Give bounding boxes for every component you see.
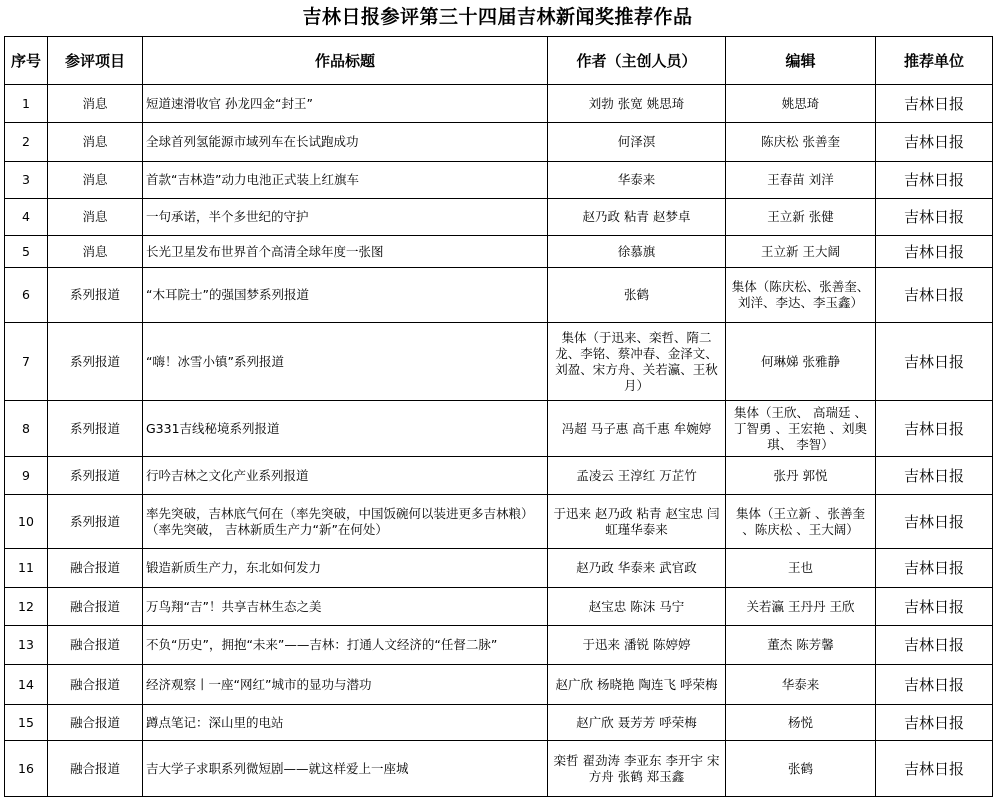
cell-author: 华泰来 (548, 162, 726, 199)
cell-title: 锻造新质生产力，东北如何发力 (143, 549, 548, 588)
header-work-title: 作品标题 (143, 37, 548, 85)
table-row (5, 236, 993, 268)
cell-author: 徐慕旗 (548, 236, 726, 268)
cell-unit: 吉林日报 (876, 588, 993, 626)
cell-unit: 吉林日报 (876, 123, 993, 162)
cell-editor: 陈庆松 张善奎 (726, 123, 876, 162)
cell-category: 系列报道 (48, 401, 143, 457)
cell-unit: 吉林日报 (876, 495, 993, 549)
table-row (5, 665, 993, 705)
cell-category: 系列报道 (48, 495, 143, 549)
cell-unit: 吉林日报 (876, 268, 993, 323)
cell-author: 赵乃政 粘青 赵梦卓 (548, 199, 726, 236)
cell-unit: 吉林日报 (876, 705, 993, 741)
cell-category: 系列报道 (48, 323, 143, 401)
cell-seq: 9 (5, 457, 48, 495)
cell-unit: 吉林日报 (876, 549, 993, 588)
cell-seq: 7 (5, 323, 48, 401)
table-row (5, 626, 993, 665)
cell-editor: 董杰 陈芳馨 (726, 626, 876, 665)
cell-unit: 吉林日报 (876, 323, 993, 401)
cell-title: 不负“历史”，拥抱“未来”——吉林：打通人文经济的“任督二脉” (143, 626, 548, 665)
cell-category: 融合报道 (48, 588, 143, 626)
cell-unit: 吉林日报 (876, 741, 993, 797)
cell-author: 栾哲 翟劲涛 李亚东 李开宇 宋方舟 张鹤 郑玉鑫 (548, 741, 726, 797)
cell-editor: 华泰来 (726, 665, 876, 705)
cell-editor: 王立新 张健 (726, 199, 876, 236)
cell-unit: 吉林日报 (876, 85, 993, 123)
cell-seq: 8 (5, 401, 48, 457)
table-header-row (5, 37, 993, 85)
cell-author: 集体（于迅来、栾哲、隋二龙、李铭、蔡冲春、金泽文、刘盈、宋方舟、关若瀛、王秋月） (548, 323, 726, 401)
cell-unit: 吉林日报 (876, 401, 993, 457)
cell-seq: 4 (5, 199, 48, 236)
cell-seq: 16 (5, 741, 48, 797)
table-row (5, 549, 993, 588)
cell-category: 消息 (48, 85, 143, 123)
cell-category: 消息 (48, 162, 143, 199)
cell-title: 首款“吉林造”动力电池正式装上红旗车 (143, 162, 548, 199)
cell-title: 万鸟翔“吉”！共享吉林生态之美 (143, 588, 548, 626)
table-row (5, 588, 993, 626)
cell-editor: 张丹 郭悦 (726, 457, 876, 495)
cell-editor: 集体（王欣、 高瑞廷 、丁智勇 、王宏艳 、刘奥琪、 李智） (726, 401, 876, 457)
cell-category: 融合报道 (48, 549, 143, 588)
cell-author: 赵乃政 华泰来 武官政 (548, 549, 726, 588)
table-row (5, 199, 993, 236)
cell-seq: 13 (5, 626, 48, 665)
cell-unit: 吉林日报 (876, 199, 993, 236)
cell-category: 系列报道 (48, 457, 143, 495)
recommended-works-table (4, 36, 993, 797)
header-author: 作者（主创人员） (548, 37, 726, 85)
cell-category: 融合报道 (48, 705, 143, 741)
cell-title: G331吉线秘境系列报道 (143, 401, 548, 457)
cell-editor: 张鹤 (726, 741, 876, 797)
cell-author: 于迅来 赵乃政 粘青 赵宝忠 闫虹瑾华泰来 (548, 495, 726, 549)
cell-editor: 王也 (726, 549, 876, 588)
table-row (5, 495, 993, 549)
table-row (5, 401, 993, 457)
table-row (5, 123, 993, 162)
header-seq: 序号 (5, 37, 48, 85)
cell-category: 融合报道 (48, 626, 143, 665)
cell-title: 经济观察丨一座“网红”城市的显功与潜功 (143, 665, 548, 705)
cell-seq: 11 (5, 549, 48, 588)
cell-category: 消息 (48, 236, 143, 268)
cell-editor: 王春苗 刘洋 (726, 162, 876, 199)
cell-seq: 15 (5, 705, 48, 741)
table-row (5, 85, 993, 123)
cell-seq: 3 (5, 162, 48, 199)
table-row (5, 705, 993, 741)
cell-title: 短道速滑收官 孙龙四金“封王” (143, 85, 548, 123)
cell-category: 系列报道 (48, 268, 143, 323)
cell-author: 张鹤 (548, 268, 726, 323)
cell-author: 刘勃 张宽 姚思琦 (548, 85, 726, 123)
header-editor: 编辑 (726, 37, 876, 85)
cell-editor: 杨悦 (726, 705, 876, 741)
header-unit: 推荐单位 (876, 37, 993, 85)
cell-author: 冯超 马子惠 高千惠 牟婉婷 (548, 401, 726, 457)
cell-category: 消息 (48, 123, 143, 162)
cell-author: 赵宝忠 陈沫 马宁 (548, 588, 726, 626)
cell-category: 融合报道 (48, 665, 143, 705)
table-row (5, 457, 993, 495)
cell-title: 全球首列氢能源市域列车在长试跑成功 (143, 123, 548, 162)
cell-editor: 集体（王立新 、张善奎 、陈庆松 、王大阔） (726, 495, 876, 549)
table-row (5, 268, 993, 323)
cell-title: “嗨！冰雪小镇”系列报道 (143, 323, 548, 401)
cell-title: 吉大学子求职系列微短剧——就这样爱上一座城 (143, 741, 548, 797)
cell-editor: 姚思琦 (726, 85, 876, 123)
cell-seq: 5 (5, 236, 48, 268)
cell-unit: 吉林日报 (876, 665, 993, 705)
cell-category: 融合报道 (48, 741, 143, 797)
cell-seq: 1 (5, 85, 48, 123)
cell-seq: 10 (5, 495, 48, 549)
cell-seq: 14 (5, 665, 48, 705)
cell-unit: 吉林日报 (876, 626, 993, 665)
cell-seq: 12 (5, 588, 48, 626)
cell-seq: 6 (5, 268, 48, 323)
cell-category: 消息 (48, 199, 143, 236)
cell-editor: 何琳娣 张雅静 (726, 323, 876, 401)
cell-title: 行吟吉林之文化产业系列报道 (143, 457, 548, 495)
cell-seq: 2 (5, 123, 48, 162)
cell-editor: 王立新 王大阔 (726, 236, 876, 268)
cell-title: 蹲点笔记：深山里的电站 (143, 705, 548, 741)
cell-author: 赵广欣 聂芳芳 呼荣梅 (548, 705, 726, 741)
cell-author: 于迅来 潘锐 陈婷婷 (548, 626, 726, 665)
cell-title: 长光卫星发布世界首个高清全球年度一张图 (143, 236, 548, 268)
header-category: 参评项目 (48, 37, 143, 85)
table-row (5, 741, 993, 797)
cell-author: 孟凌云 王淳红 万芷竹 (548, 457, 726, 495)
cell-title: 率先突破，吉林底气何在（率先突破，中国饭碗何以装进更多吉林粮）（率先突破， 吉林新质生产力“新”在何处） (143, 495, 548, 549)
cell-unit: 吉林日报 (876, 457, 993, 495)
cell-author: 何泽溟 (548, 123, 726, 162)
cell-title: 一句承诺，半个多世纪的守护 (143, 199, 548, 236)
table-row (5, 162, 993, 199)
cell-title: “木耳院士”的强国梦系列报道 (143, 268, 548, 323)
cell-author: 赵广欣 杨晓艳 陶连飞 呼荣梅 (548, 665, 726, 705)
cell-unit: 吉林日报 (876, 236, 993, 268)
cell-unit: 吉林日报 (876, 162, 993, 199)
cell-editor: 关若瀛 王丹丹 王欣 (726, 588, 876, 626)
table-row (5, 323, 993, 401)
page-title: 吉林日报参评第三十四届吉林新闻奖推荐作品 (302, 6, 693, 28)
cell-editor: 集体（陈庆松、张善奎、刘洋、李达、李玉鑫） (726, 268, 876, 323)
